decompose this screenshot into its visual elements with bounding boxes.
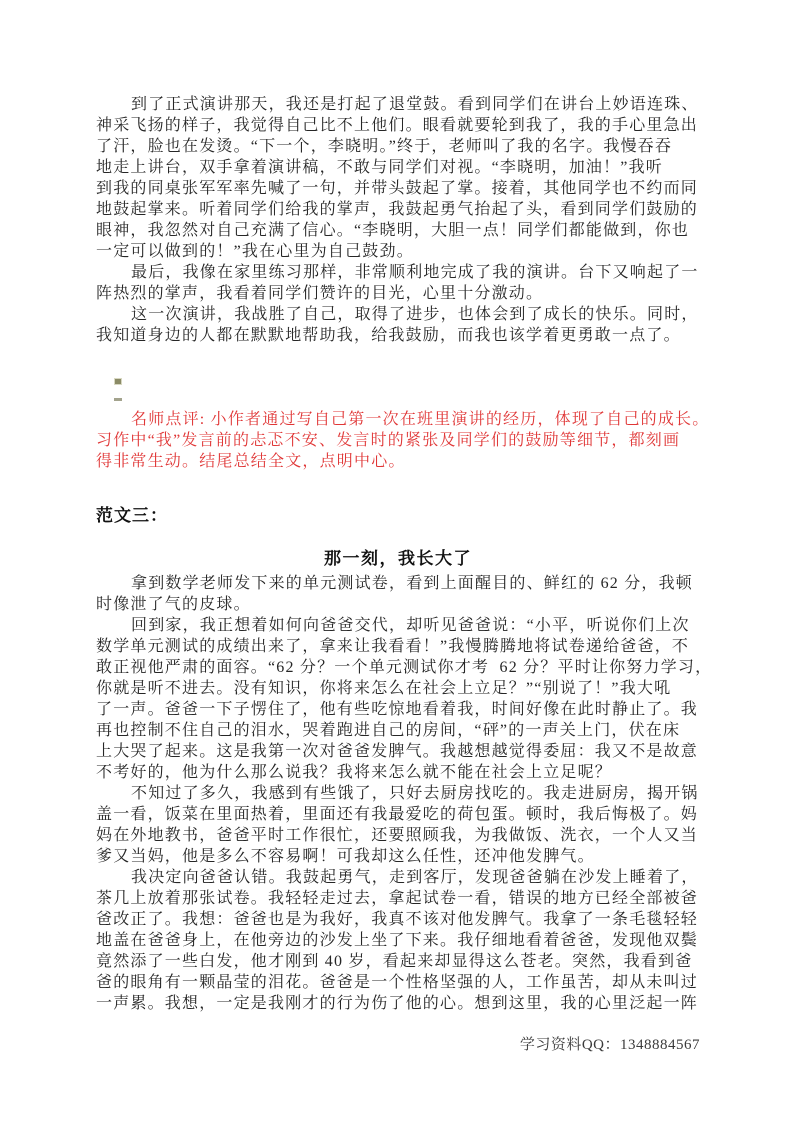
section-label-fanwen-3: 范文三： [96, 506, 168, 525]
teacher-comment-line: 得非常生动。结尾总结全文，点明中心。 [96, 453, 406, 470]
essay-3-line: 妈在外地教书，爸爸平时工作很忙，还要照顾我，为我做饭、洗衣，一个人又当 [96, 827, 699, 844]
essay-3-title: 那一刻，我长大了 [324, 549, 472, 568]
essay-3-line: 盖一看，饭菜在里面热着，里面还有我最爱吃的荷包蛋。顿时，我后悔极了。妈 [96, 806, 699, 823]
essay-2-line: 这一次演讲，我战胜了自己，取得了进步，也体会到了成长的快乐。同时， [131, 306, 699, 323]
essay-3-line: 我决定向爸爸认错。我鼓起勇气，走到客厅，发现爸爸躺在沙发上睡着了， [131, 869, 699, 886]
essay-2-line: 到我的同桌张军军率先喊了一句，并带头鼓起了掌。接着，其他同学也不约而同 [96, 180, 699, 197]
essay-2-line: 眼神，我忽然对自己充满了信心。“李晓明，大胆一点！同学们都能做到，你也 [96, 222, 690, 239]
essay-2-line: 神采飞扬的样子，我觉得自己比不上他们。眼看就要轮到我了，我的手心里急出 [96, 117, 699, 134]
teacher-comment-line: 习作中“我”发言前的忐忑不安、发言时的紧张及同学们的鼓励等细节，都刻画 [96, 432, 681, 449]
essay-3-line: 上大哭了起来。这是我第一次对爸爸发脾气。我越想越觉得委屈：我又不是故意 [96, 743, 699, 760]
essay-3-line: 茶几上放着那张试卷。我轻轻走过去，拿起试卷一看，错误的地方已经全部被爸 [96, 890, 699, 907]
essay-2-line: 最后，我像在家里练习那样，非常顺利地完成了我的演讲。台下又响起了一 [131, 264, 699, 281]
essay-2-line: 一定可以做到的！”我在心里为自己鼓劲。 [96, 243, 414, 260]
essay-3-line: 爹又当妈，他是多么不容易啊！可我却这么任性，还冲他发脾气。 [96, 848, 595, 865]
essay-3-line: 爸的眼角有一颗晶莹的泪花。爸爸是一个性格坚强的人，工作虽苦，却从未叫过 [96, 974, 699, 991]
essay-2-line: 了汗，脸也在发烫。“下一个，李晓明。”终于，老师叫了我的名字。我慢吞吞 [96, 138, 673, 155]
essay-2-line: 阵热烈的掌声，我看着同学们赞许的目光，心里十分激动。 [96, 285, 544, 302]
essay-3-line: 敢正视他严肃的面容。“62 分？一个单元测试你才考 62 分？平时让你努力学习， [96, 659, 713, 676]
essay-2-line: 地走上讲台，双手拿着演讲稿，不敢与同学们对视。“李晓明，加油！”我听 [96, 159, 664, 176]
essay-3-line: 回到家，我正想着如何向爸爸交代，却听见爸爸说：“小平，听说你们上次 [131, 617, 690, 634]
essay-3-line: 时像泄了气的皮球。 [96, 596, 251, 613]
stray-dash-mark [114, 398, 122, 401]
teacher-comment [96, 409, 710, 472]
essay-2-line: 我知道身边的人都在默默地帮助我，给我鼓励，而我也该学着更勇敢一点了。 [96, 327, 681, 344]
essay-3-line: 拿到数学老师发下来的单元测试卷，看到上面醒目的、鲜红的 62 分，我顿 [131, 575, 694, 592]
essay-3-line: 数学单元测试的成绩出来了，拿来让我看看！”我慢腾腾地将试卷递给爸爸，不 [96, 638, 690, 655]
essay-2-line: 到了正式演讲那天，我还是打起了退堂鼓。看到同学们在讲台上妙语连珠、 [131, 96, 699, 113]
teacher-comment-line: 名师点评: 小作者通过写自己第一次在班里演讲的经历，体现了自己的成长。 [131, 411, 710, 428]
essay-3-line: 一声累。我想，一定是我刚才的行为伤了他的心。想到这里，我的心里泛起一阵 [96, 995, 699, 1012]
essay-3-line: 竟然添了一些白发，他才刚到 40 岁，看起来却显得这么苍老。突然，我看到爸 [96, 953, 693, 970]
essay-3-line: 了一声。爸爸一下子愣住了，他有些吃惊地看着我，时间好像在此时静止了。我 [96, 701, 699, 718]
essay-3-line: 不考好的，他为什么那么说我？我将来怎么就不能在社会上立足呢？ [96, 764, 613, 781]
essay-3-line: 你就是听不进去。没有知识，你将来怎么在社会上立足？”“别说了！”我大吼 [96, 680, 672, 697]
stray-bullet-mark [115, 379, 121, 384]
essay-3-line: 再也控制不住自己的泪水，哭着跑进自己的房间，“砰”的一声关上门，伏在床 [96, 722, 681, 739]
essay-3-line: 地盖在爸爸身上，在他旁边的沙发上坐了下来。我仔细地看着爸爸，发现他双鬓 [96, 932, 699, 949]
essay-2-body [96, 94, 700, 346]
essay-3-line: 爸改正了。我想：爸爸也是为我好，我真不该对他发脾气。我拿了一条毛毯轻轻 [96, 911, 699, 928]
footer-watermark: 学习资料QQ：1348884567 [519, 1037, 700, 1053]
essay-3-body [96, 573, 713, 1014]
essay-2-line: 地鼓起掌来。听着同学们给我的掌声，我鼓起勇气抬起了头，看到同学们鼓励的 [96, 201, 699, 218]
essay-3-line: 不知过了多久，我感到有些饿了，只好去厨房找吃的。我走进厨房，揭开锅 [131, 785, 699, 802]
